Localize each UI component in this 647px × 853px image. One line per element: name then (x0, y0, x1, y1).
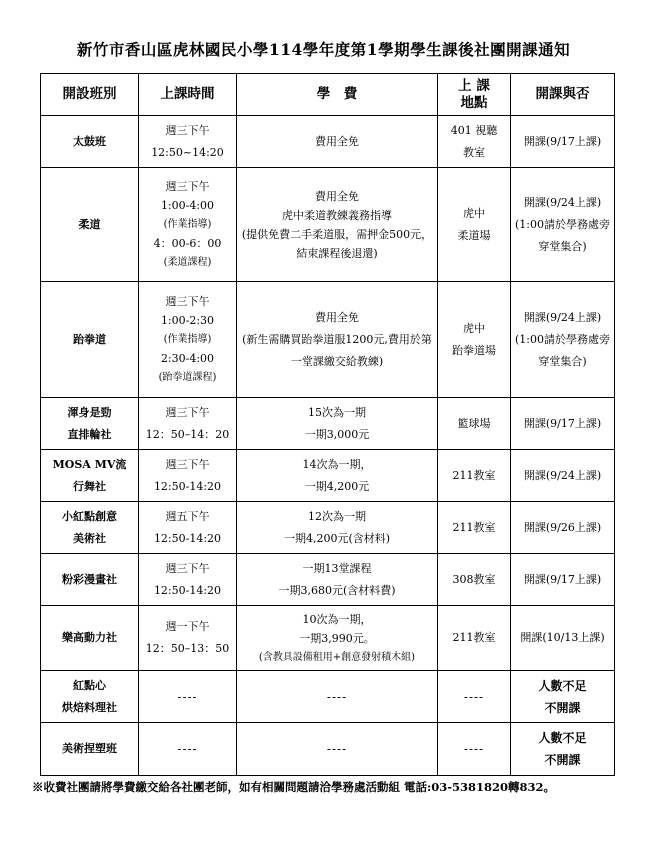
table-header-row (41, 74, 615, 116)
table-row (41, 606, 615, 671)
cell-status (511, 398, 615, 450)
time-text: (作業指導) (163, 219, 212, 230)
time-text: 4：00-6：00 (153, 237, 222, 250)
header-fee: 學 費 (237, 74, 438, 116)
place-text: ---- (463, 742, 485, 756)
cell-place (438, 450, 511, 502)
header-place (438, 74, 511, 116)
status-text: 開課(9/17上課) (523, 134, 602, 148)
fee-text: 費用全免 (315, 310, 359, 324)
time-text: 1:00-2:30 (160, 314, 215, 327)
status-text: 開課(9/17上課) (523, 572, 602, 586)
table-row (41, 282, 615, 398)
fee-text: 一期3,000元 (304, 427, 370, 441)
cell-fee (237, 606, 438, 671)
table-row (41, 502, 615, 554)
header-place-line: 地點 (460, 94, 488, 111)
time-text: 12：50–14：20 (145, 427, 230, 441)
place-text: 211教室 (452, 520, 496, 534)
cell-status (511, 282, 615, 398)
name-text: 小紅點創意 (62, 509, 117, 523)
place-text: 211教室 (452, 631, 496, 644)
fee-text: 14次為一期， (302, 457, 372, 471)
cell-fee (237, 398, 438, 450)
time-text: 週三下午 (165, 561, 210, 575)
time-text: ---- (177, 742, 198, 756)
time-text: 1:00-4:00 (160, 199, 215, 212)
cell-time (139, 168, 237, 282)
cell-fee (237, 282, 438, 398)
fee-text: (含教具設備租用+創意發射積木組) (258, 651, 416, 663)
time-text: 週三下午 (165, 405, 210, 419)
name-text: 直排輪社 (67, 427, 112, 441)
cell-status (511, 606, 615, 671)
name-text: 樂高動力社 (62, 631, 117, 644)
cell-status (511, 723, 615, 776)
cell-place (438, 606, 511, 671)
cell-time (139, 671, 237, 723)
name-text: 美術社 (73, 531, 106, 545)
cell-status (511, 168, 615, 282)
place-text: 211教室 (452, 468, 496, 482)
name-text: 美術捏塑班 (62, 742, 117, 755)
cell-fee (237, 671, 438, 723)
name-text: 粉彩漫畫社 (62, 572, 117, 586)
name-text: 烘焙料理社 (62, 700, 117, 714)
cell-fee (237, 168, 438, 282)
cell-time (139, 116, 237, 168)
cell-place (438, 671, 511, 723)
status-text: 人數不足 (538, 678, 587, 693)
time-text: 12:50-14:20 (153, 531, 222, 545)
cell-name (41, 168, 139, 282)
cell-name (41, 723, 139, 776)
table-row (41, 723, 615, 776)
cell-fee (237, 116, 438, 168)
status-text: 開課(9/26上課) (523, 520, 602, 534)
cell-time (139, 450, 237, 502)
cell-place (438, 116, 511, 168)
fee-text: 一期3,990元。 (299, 631, 375, 645)
table-row (41, 116, 615, 168)
fee-text: 一期13堂課程 (302, 561, 372, 575)
cell-time (139, 723, 237, 776)
time-text: 12:50-14:20 (153, 583, 222, 597)
name-text: 柔道 (78, 217, 101, 231)
cell-status (511, 502, 615, 554)
header-time: 上課時間 (139, 74, 237, 116)
fee-text: 12次為一期 (308, 509, 366, 523)
place-text: 虎中 (463, 321, 485, 335)
time-text: 週一下午 (165, 620, 210, 633)
time-text: 2:30-4:00 (160, 352, 215, 365)
fee-text: (新生需購買跆拳道服1200元,費用於第一堂課繳交給教練) (242, 332, 432, 368)
cell-place (438, 282, 511, 398)
name-text: 行舞社 (73, 479, 106, 493)
fee-text: 虎中柔道教練義務指導 (282, 208, 392, 222)
cell-status (511, 116, 615, 168)
time-text: (跆拳道課程) (158, 372, 217, 383)
table-row (41, 168, 615, 282)
footer-note: ※收費社團請將學費繳交給各社團老師，如有相關問題請洽學務處活動組 電話:03-5381820轉832。 (32, 780, 556, 794)
time-text: 12：50–13：50 (145, 642, 230, 655)
name-text: 渾身是勁 (67, 405, 112, 419)
time-text: 12:50~14:20 (151, 145, 224, 159)
cell-time (139, 502, 237, 554)
status-text: 不開課 (544, 700, 581, 715)
cell-name (41, 554, 139, 606)
status-text: (1:00請於學務處旁穿堂集合) (515, 217, 610, 253)
place-text: 教室 (463, 145, 485, 159)
status-text: 人數不足 (538, 731, 587, 745)
cell-status (511, 671, 615, 723)
status-text: 不開課 (544, 753, 581, 767)
fee-text: 一期3,680元(含材料費) (278, 583, 396, 597)
name-text: 跆拳道 (73, 332, 106, 346)
place-text: ---- (463, 689, 485, 704)
cell-status (511, 554, 615, 606)
header-status: 開課與否 (511, 74, 615, 116)
table-row (41, 398, 615, 450)
place-text: 籃球場 (457, 416, 491, 430)
cell-time (139, 554, 237, 606)
status-text: 開課(9/24上課) (523, 468, 602, 482)
table-row (41, 671, 615, 723)
time-text: 週三下午 (165, 457, 210, 471)
fee-text: ---- (326, 742, 348, 756)
place-text: 跆拳道場 (452, 343, 496, 357)
table-row (41, 554, 615, 606)
time-text: 週三下午 (165, 123, 210, 137)
place-text: 柔道場 (457, 228, 491, 242)
cell-name (41, 502, 139, 554)
header-place-line: 上 課 (458, 77, 490, 94)
header-club: 開設班別 (41, 74, 139, 116)
cell-fee (237, 554, 438, 606)
fee-text: (提供免費二手柔道服，需押金500元，結束課程後退還) (241, 227, 433, 260)
cell-time (139, 606, 237, 671)
name-text: 紅點心 (73, 678, 106, 692)
time-text: 12:50-14:20 (153, 479, 222, 493)
cell-fee (237, 450, 438, 502)
cell-status (511, 450, 615, 502)
cell-time (139, 398, 237, 450)
cell-place (438, 554, 511, 606)
fee-text: 10次為一期， (302, 612, 372, 626)
cell-place (438, 723, 511, 776)
place-text: 308教室 (452, 572, 496, 586)
cell-name (41, 116, 139, 168)
cell-name (41, 671, 139, 723)
status-text: 開課(9/17上課) (523, 416, 602, 430)
table-row (41, 450, 615, 502)
place-text: 401 視聽 (450, 123, 498, 137)
cell-place (438, 398, 511, 450)
fee-text: 15次為一期 (308, 405, 366, 419)
time-text: (作業指導) (163, 334, 212, 345)
status-text: 開課(10/13上課) (520, 631, 605, 644)
status-text: 開課(9/24上課) (523, 195, 602, 209)
time-text: (柔道課程) (163, 257, 212, 268)
status-text: (1:00請於學務處旁穿堂集合) (515, 332, 610, 368)
cell-name (41, 282, 139, 398)
club-schedule-table (40, 73, 615, 776)
cell-fee (237, 723, 438, 776)
page-title: 新竹市香山區虎林國民小學114學年度第1學期學生課後社團開課通知 (76, 40, 571, 59)
cell-place (438, 168, 511, 282)
fee-text: 費用全免 (315, 189, 359, 203)
fee-text: 一期4,200元 (304, 479, 370, 493)
cell-place (438, 502, 511, 554)
cell-fee (237, 502, 438, 554)
place-text: 虎中 (463, 206, 485, 220)
status-text: 開課(9/24上課) (523, 310, 602, 324)
fee-text: 費用全免 (315, 134, 359, 148)
time-text: 週五下午 (165, 509, 210, 523)
cell-time (139, 282, 237, 398)
time-text: 週三下午 (165, 295, 210, 308)
cell-name (41, 606, 139, 671)
time-text: ---- (177, 689, 198, 704)
cell-name (41, 398, 139, 450)
fee-text: ---- (326, 689, 348, 704)
name-text: MOSA MV流 (52, 457, 127, 471)
fee-text: 一期4,200元(含材料) (283, 531, 391, 545)
cell-name (41, 450, 139, 502)
time-text: 週三下午 (165, 180, 210, 193)
name-text: 太鼓班 (73, 134, 106, 148)
